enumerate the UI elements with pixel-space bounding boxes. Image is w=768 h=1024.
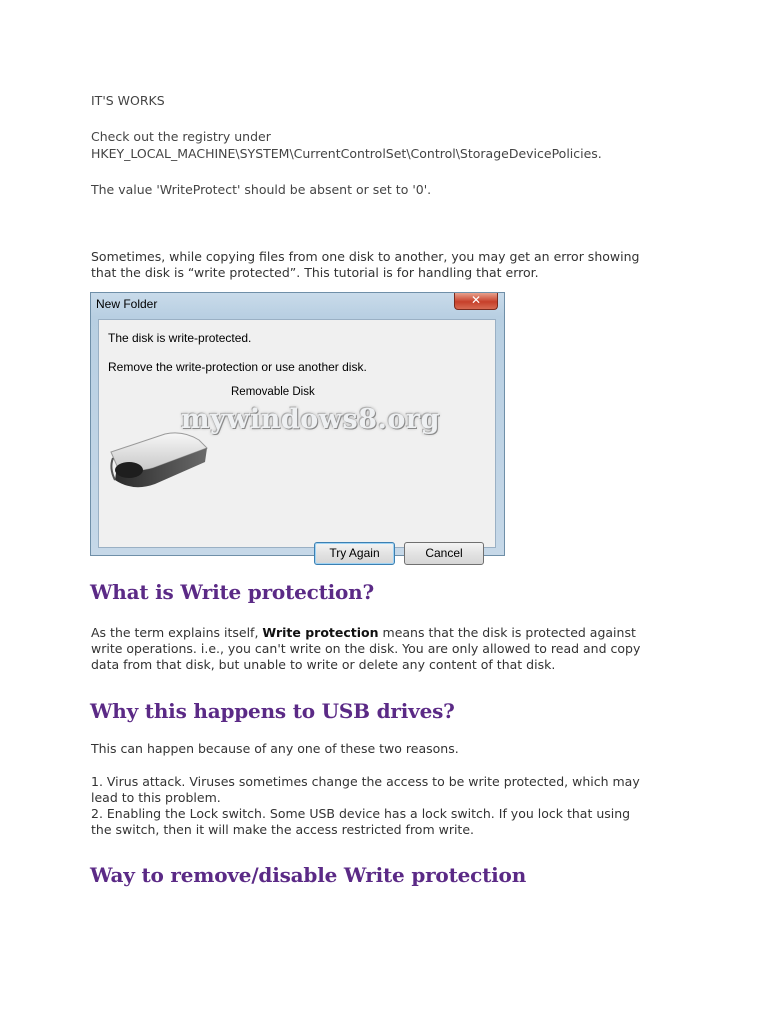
section1-paragraph-line2: write operations. i.e., you can't write on the disk. You are only allowed to read and copy <box>91 641 641 656</box>
tutorial-intro-line1: Sometimes, while copying files from one disk to another, you may get an error showing <box>91 249 640 264</box>
section1-text: As the term explains itself, <box>91 625 263 640</box>
section-heading-write-protection: What is Write protection? <box>90 580 375 604</box>
section1-text-cont: means that the disk is protected against <box>378 625 636 640</box>
section2-intro: This can happen because of any one of these two reasons. <box>91 741 459 756</box>
dialog-message-1: The disk is write-protected. <box>108 331 252 345</box>
list-item-lock-line1: 2. Enabling the Lock switch. Some USB device has a lock switch. If you lock that using <box>91 806 631 821</box>
close-icon: ✕ <box>454 293 498 310</box>
section1-paragraph-line3: data from that disk, but unable to write or delete any content of that disk. <box>91 657 556 672</box>
section1-bold-term: Write protection <box>262 625 379 640</box>
watermark: mywindows8.org <box>181 404 441 435</box>
section1-paragraph-line1 <box>91 625 636 641</box>
cancel-button: Cancel <box>404 542 484 565</box>
dialog-disk-label: Removable Disk <box>231 386 315 398</box>
section-heading-remove-protection: Way to remove/disable Write protection <box>90 863 527 887</box>
try-again-button: Try Again <box>314 542 395 565</box>
dialog-body <box>98 319 496 560</box>
list-item-virus-line1: 1. Virus attack. Viruses sometimes change the access to be write protected, which may <box>91 774 640 789</box>
intro-registry-line: Check out the registry under <box>91 129 271 144</box>
dialog-title: New Folder <box>96 297 158 311</box>
list-item-lock-line2: the switch, then it will make the access restricted from write. <box>91 822 475 837</box>
dialog-message-2: Remove the write-protection or use another disk. <box>108 360 367 374</box>
intro-writeprotect-note: The value 'WriteProtect' should be absent or set to '0'. <box>91 182 432 197</box>
tutorial-intro-line2: that the disk is “write protected”. This tutorial is for handling that error. <box>91 265 539 280</box>
intro-heading: IT'S WORKS <box>91 93 165 108</box>
removable-disk-icon <box>103 412 213 496</box>
intro-registry-path: HKEY_LOCAL_MACHINE\SYSTEM\CurrentControlSet\Control\StorageDevicePolicies. <box>91 146 602 161</box>
section-heading-usb-drives: Why this happens to USB drives? <box>90 699 455 723</box>
list-item-virus-line2: lead to this problem. <box>91 790 221 805</box>
error-dialog-image <box>90 292 505 560</box>
